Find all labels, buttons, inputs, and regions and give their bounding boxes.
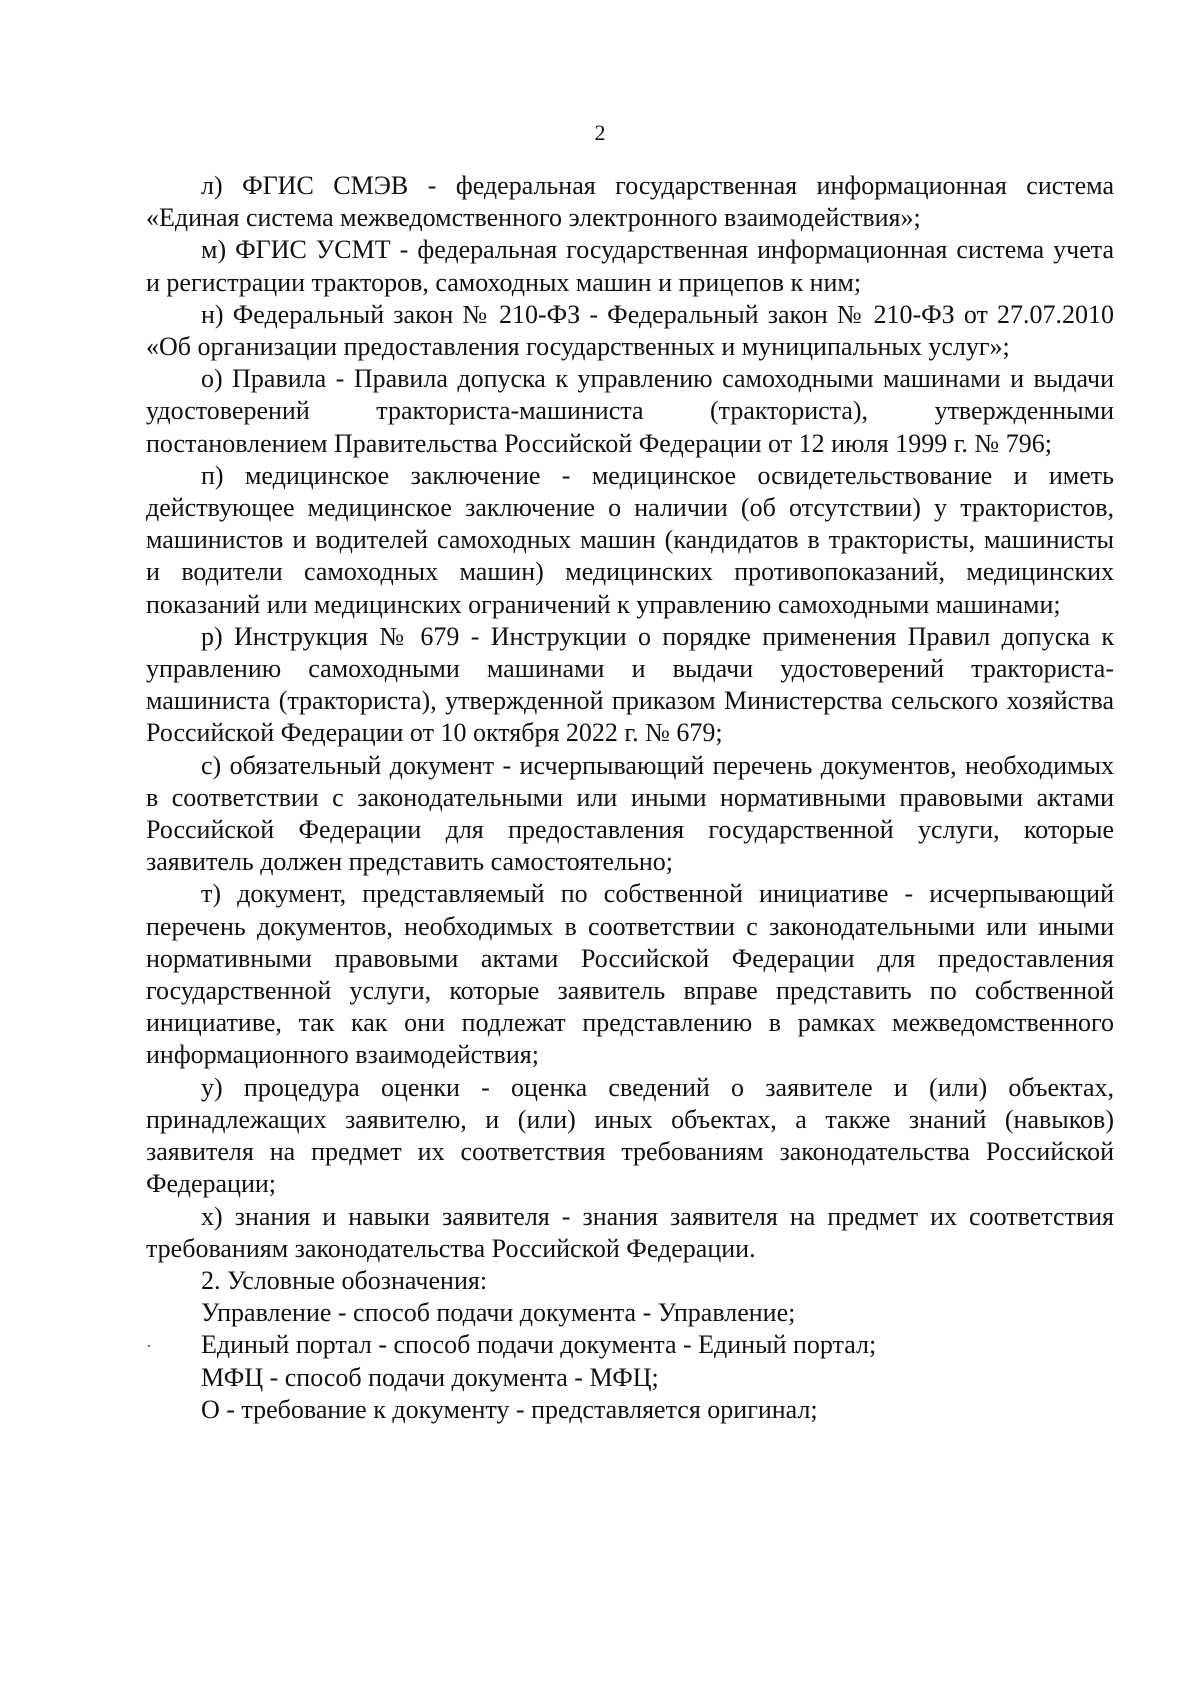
legend-line-original: О - требование к документу - представляется оригинал; <box>201 1394 818 1424</box>
definition-kh: х) знания и навыки заявителя - знания заявителя на предмет их соответствия требованиям законодательства Российской Федерации. <box>146 1201 1114 1263</box>
legend-line-edinyi-portal: Единый портал - способ подачи документа - Единый портал; <box>201 1330 877 1360</box>
definition-p: п) медицинское заключение - медицинское освидетельствование и иметь действующее медицинское заключение о наличии (об отсутствии) у трактористов, машинистов и водителей самоходных машин (кандидатов в трактористы, машинисты и водители самоходных машин) медицинских противопоказаний, медицинских показаний или медицинских ограничений к управлению самоходными машинами; <box>146 460 1114 619</box>
definition-t: т) документ, представляемый по собственной инициативе - исчерпывающий перечень документов, необходимых в соответствии с законодательными или иными нормативными правовыми актами Российской Федерации для предоставления государственной услуги, которые заявитель вправе представить по собственной инициативе, так как они подлежат представлению в рамках межведомственного информационного взаимодействия; <box>146 879 1114 1070</box>
scan-artifact <box>148 1345 150 1347</box>
definition-s: с) обязательный документ - исчерпывающий перечень документов, необходимых в соответствии с законодательными или иными нормативными правовыми актами Российской Федерации для предоставления государственной услуги, которые заявитель должен представить самостоятельно; <box>146 750 1114 877</box>
section-heading: 2. Условные обозначения: <box>201 1265 488 1295</box>
definition-r: р) Инструкция № 679 - Инструкции о порядке применения Правил допуска к управлению самоходными машинами и выдачи удостоверений тракториста-машиниста (тракториста), утвержденной приказом Министерства сельского хозяйства Российской Федерации от 10 октября 2022 г. № 679; <box>146 621 1114 748</box>
definition-n: н) Федеральный закон № 210-ФЗ - Федеральный закон № 210-ФЗ от 27.07.2010 «Об организации предоставления государственных и муниципальных услуг»; <box>146 299 1114 362</box>
definition-m: м) ФГИС УСМТ - федеральная государственная информационная система учета и регистрации тракторов, самоходных машин и прицепов к ним; <box>146 235 1114 297</box>
document-body <box>146 170 1114 1426</box>
legend-line-mfc: МФЦ - способ подачи документа - МФЦ; <box>201 1362 659 1392</box>
definition-u: у) процедура оценки - оценка сведений о заявителе и (или) объектах, принадлежащих заявителю, и (или) иных объектах, а также знаний (навыков) заявителя на предмет их соответствия требованиям законодательства Российской Федерации; <box>146 1072 1114 1199</box>
definition-l: л) ФГИС СМЭВ - федеральная государственная информационная система «Единая система межведомственного электронного взаимодействия»; <box>146 171 1114 233</box>
page-number: 2 <box>594 120 606 145</box>
legend-line-upravlenie: Управление - способ подачи документа - Управление; <box>201 1298 796 1328</box>
definition-o: о) Правила - Правила допуска к управлению самоходными машинами и выдачи удостоверений тракториста-машиниста (тракториста), утвержденными постановлением Правительства Российской Федерации от 12 июля 1999 г. № 796; <box>146 364 1114 458</box>
